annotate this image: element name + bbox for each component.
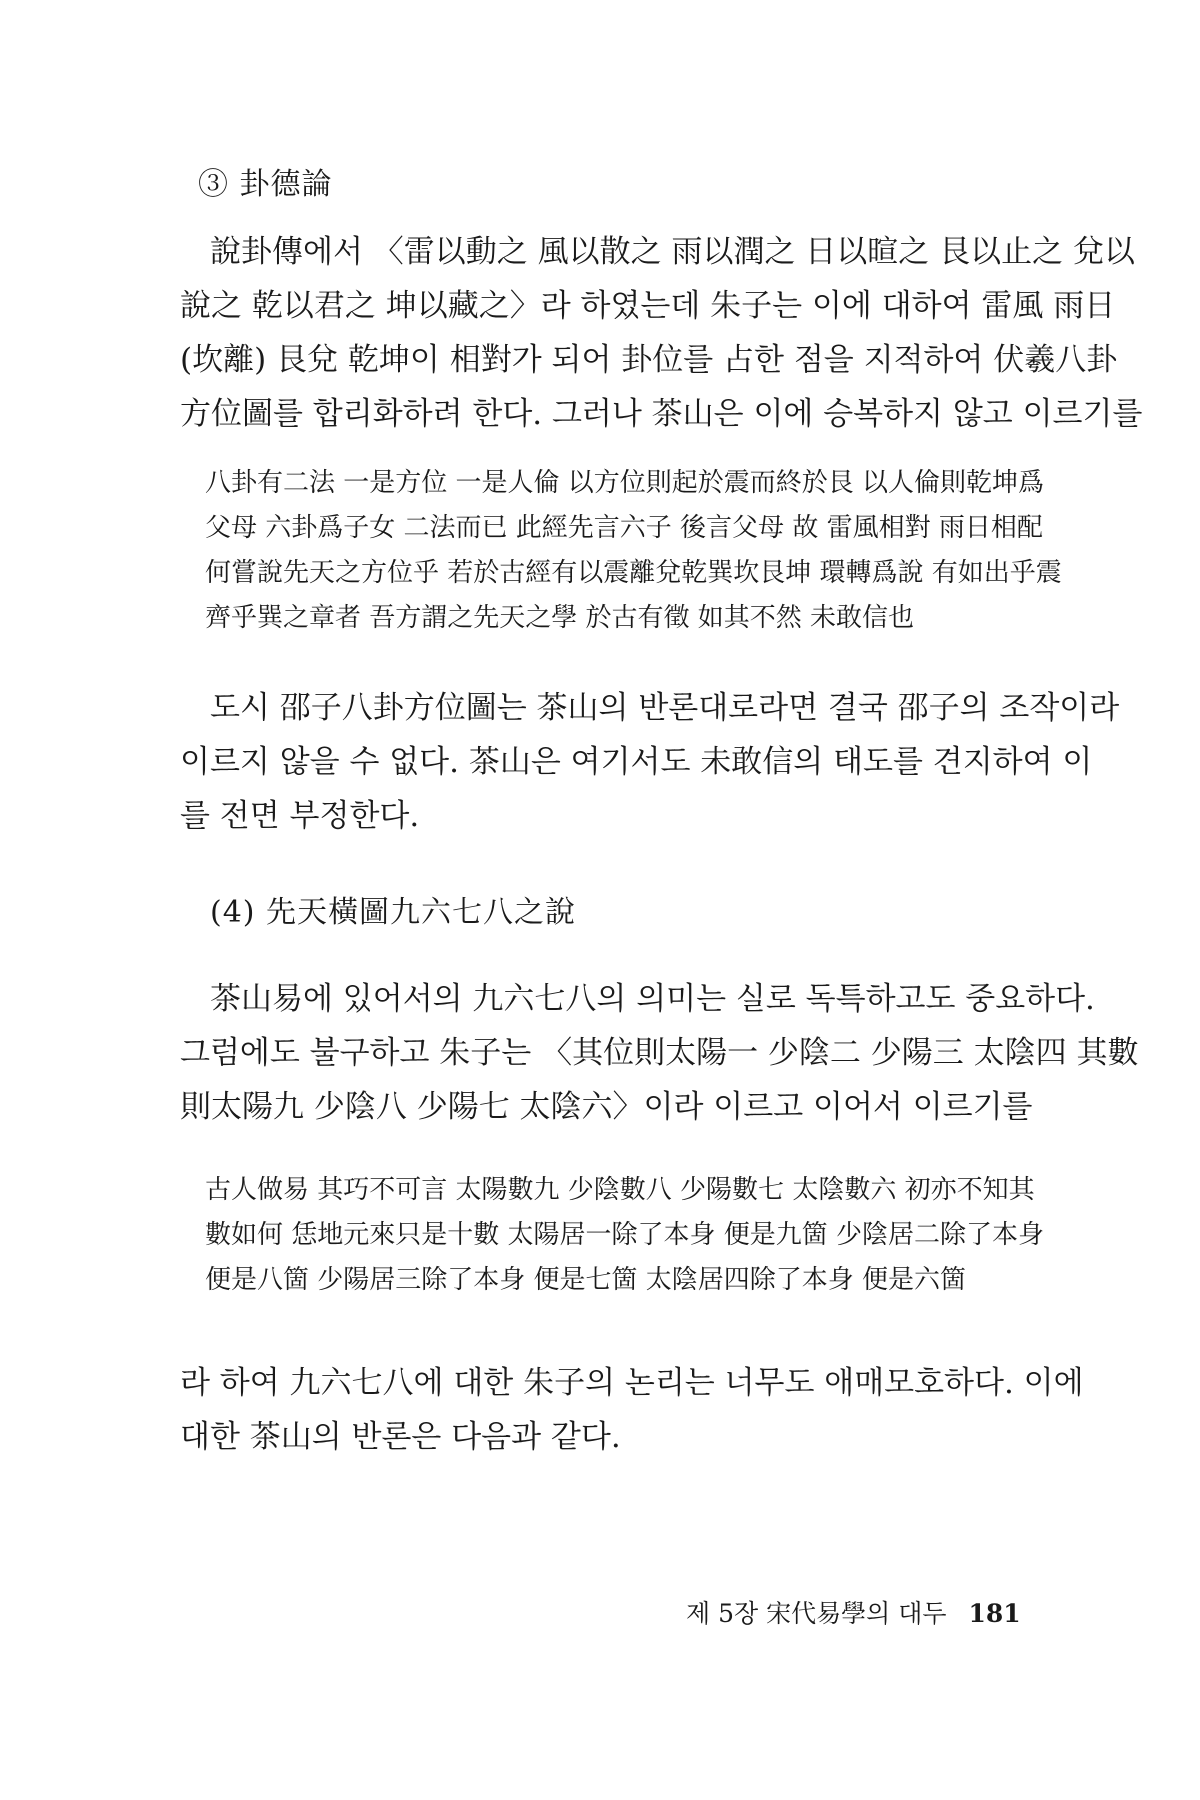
quote-line: 八卦有二法 一是方位 一是人倫 以方位則起於震而終於艮 以人倫則乾坤爲 [205,468,1045,498]
section4-paragraph [180,972,1139,1134]
quote-line: 父母 六卦爲子女 二法而已 此經先言六子 後言父母 故 雷風相對 雨日相配 [205,513,1043,543]
quote-line: 何嘗說先天之方位乎 若於古經有以震離兌乾巽坎艮坤 環轉爲說 有如出乎震 [205,558,1062,588]
paragraph-line: 이르지 않을 수 없다. 茶山은 여기서도 未敢信의 태도를 견지하여 이 [180,744,1093,780]
section3-conclusion [180,681,1120,843]
paragraph-line: 를 전면 부정한다. [180,798,420,834]
paragraph-line: 說之 乾以君之 坤以藏之〉라 하였는데 朱子는 이에 대하여 雷風 雨日 [180,288,1116,324]
quote-line: 便是八箇 少陽居三除了本身 便是七箇 太陰居四除了本身 便是六箇 [205,1265,967,1295]
paragraph-line: 則太陽九 少陰八 少陽七 太陰六〉이라 이르고 이어서 이르기를 [180,1089,1033,1125]
paragraph-line: 茶山易에 있어서의 九六七八의 의미는 실로 독특하고도 중요하다. [210,981,1095,1017]
section3-paragraph [180,225,1143,441]
paragraph-line: 도시 邵子八卦方位圖는 茶山의 반론대로라면 결국 邵子의 조작이라 [210,690,1120,726]
page-number: 181 [968,1599,1021,1628]
paragraph-line: 라 하여 九六七八에 대한 朱子의 논리는 너무도 애매모호하다. 이에 [180,1365,1084,1401]
section-heading-3: ③ 卦德論 [198,167,333,202]
quote-line: 齊乎巽之章者 吾方謂之先天之學 於古有徵 如其不然 未敢信也 [205,603,915,633]
running-head: 제 5장 宋代易學의 대두 [686,1599,947,1628]
paragraph-line: 方位圖를 합리화하려 한다. 그러나 茶山은 이에 승복하지 않고 이르기를 [180,396,1143,432]
section4-conclusion [180,1356,1084,1464]
section-heading-4: (4) 先天橫圖九六七八之說 [210,895,577,930]
paragraph-line: 說卦傳에서 〈雷以動之 風以散之 雨以潤之 日以暄之 艮以止之 兌以 [210,234,1136,270]
paragraph-line: 그럼에도 불구하고 朱子는 〈其位則太陽一 少陰二 少陽三 太陰四 其數 [180,1035,1139,1071]
section3-quote-block [205,461,1070,641]
section4-quote-block [205,1168,1070,1303]
page-footer [686,1594,1021,1630]
paragraph-line: (坎離) 艮兌 乾坤이 相對가 되어 卦位를 占한 점을 지적하여 伏羲八卦 [180,342,1118,378]
paragraph-line: 대한 茶山의 반론은 다음과 같다. [180,1419,621,1455]
quote-line: 數如何 恁地元來只是十數 太陽居一除了本身 便是九箇 少陰居二除了本身 [205,1220,1045,1250]
quote-line: 古人做易 其巧不可言 太陽數九 少陰數八 少陽數七 太陰數六 初亦不知其 [205,1175,1035,1205]
